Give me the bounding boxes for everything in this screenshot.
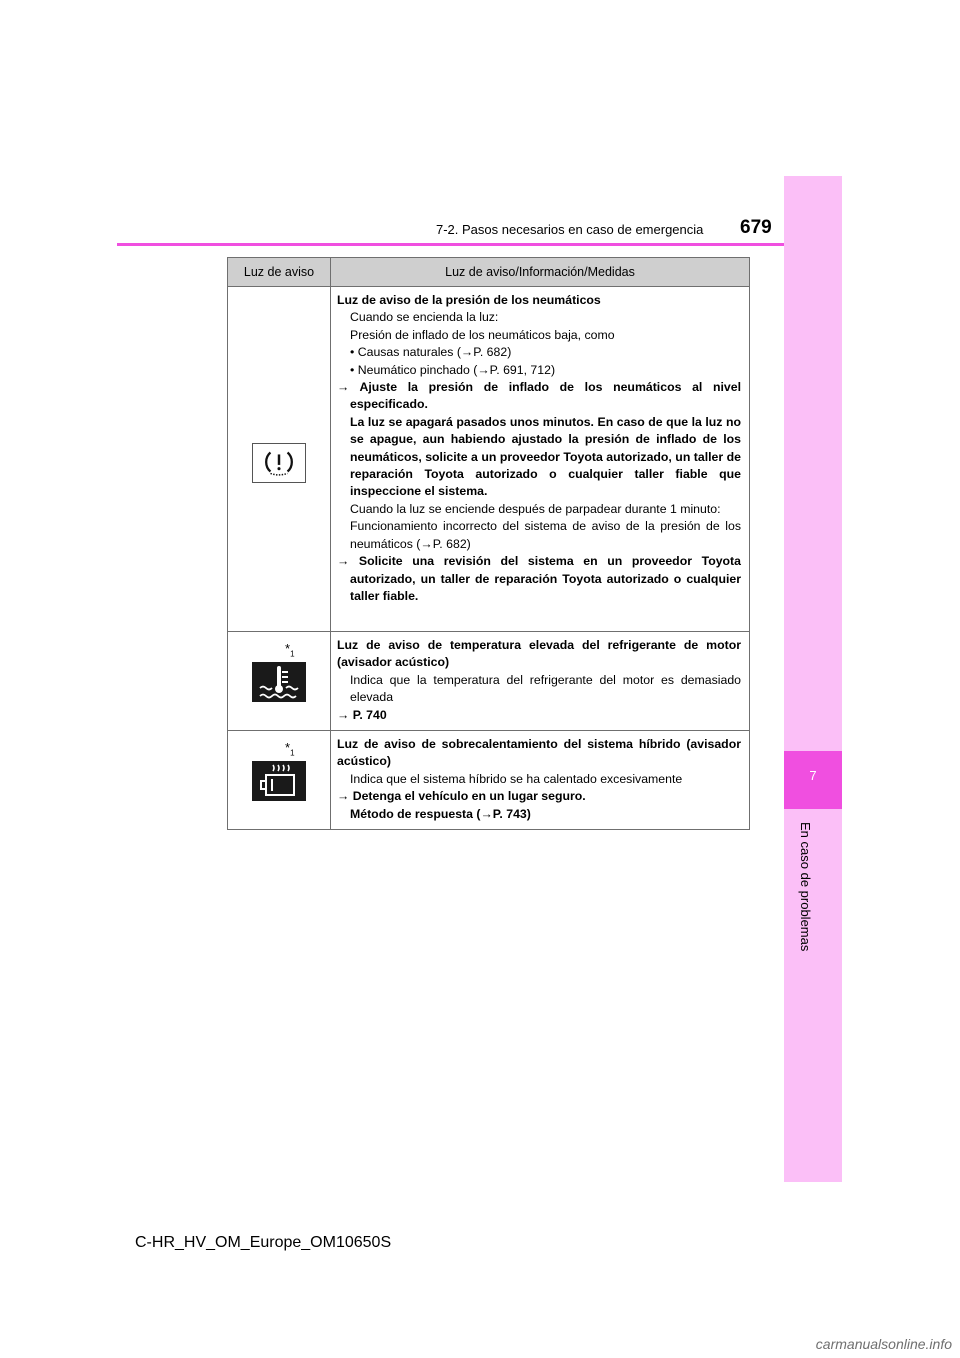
- table-row: [228, 731, 750, 830]
- info-text: Cuando se encienda la luz:: [350, 310, 499, 325]
- icon-cell: [228, 731, 331, 830]
- table-row: [228, 632, 750, 731]
- info-cell: [331, 287, 750, 632]
- column-header-info: Luz de aviso/Información/Medidas: [331, 258, 750, 287]
- footnote-marker: $*_1$: [285, 740, 295, 758]
- bullet-item: • Neumático pinchado (→P. 691, 712): [350, 362, 556, 377]
- action-text: → Ajuste la presión de inflado de los neumáticos al nivel especificado.: [337, 380, 741, 412]
- action-detail: Método de respuesta (→P. 743): [350, 806, 531, 821]
- warning-title: Luz de aviso de temperatura elevada del refrigerante de motor (avisador acústico): [337, 638, 741, 670]
- header-rule: [117, 243, 784, 246]
- action-detail: La luz se apagará pasados unos minutos. En caso de que la luz no se apague, aun habiendo ajustado la presión de inflado de los neumáticos, solicite a un proveedor Toyota autorizado, un taller de reparación Toyota autorizado o cualquier taller fiable que inspeccione el sistema.: [350, 414, 741, 499]
- page-number: 679: [740, 217, 772, 238]
- action-text: → P. 740: [337, 707, 387, 722]
- chapter-number: 7: [809, 768, 817, 783]
- chapter-title: En caso de problemas: [798, 822, 813, 952]
- info-cell: [331, 731, 750, 830]
- icon-cell: [228, 632, 331, 731]
- table-row: [228, 287, 750, 632]
- icon-cell: [228, 287, 331, 632]
- warning-title: Luz de aviso de sobrecalentamiento del sistema híbrido (avisador acústico): [337, 737, 741, 769]
- section-title: 7-2. Pasos necesarios en caso de emergencia: [436, 222, 704, 237]
- tire-pressure-warning-icon: [252, 443, 306, 483]
- info-text: Funcionamiento incorrecto del sistema de aviso de la presión de los neumáticos (→P. 682): [350, 519, 741, 551]
- coolant-temperature-icon: [252, 662, 306, 702]
- bullet-item: • Causas naturales (→P. 682): [350, 345, 512, 360]
- info-text: Indica que el sistema híbrido se ha calentado excesivamente: [350, 771, 683, 786]
- watermark: carmanualsonline.info: [815, 1336, 952, 1352]
- column-header-light: Luz de aviso: [228, 258, 331, 287]
- chapter-side-tab: [784, 176, 842, 1182]
- info-text: Cuando la luz se enciende después de parpadear durante 1 minuto:: [350, 501, 721, 516]
- action-text: → Solicite una revisión del sistema en un proveedor Toyota autorizado, un taller de reparación Toyota autorizado o cualquier taller fiable.: [337, 554, 741, 603]
- hybrid-system-overheat-icon: [252, 761, 306, 801]
- warning-light-table: [227, 257, 750, 830]
- info-cell: [331, 632, 750, 731]
- warning-title: Luz de aviso de la presión de los neumáticos: [337, 293, 601, 307]
- action-text: → Detenga el vehículo en un lugar seguro.: [337, 789, 586, 804]
- info-text: Indica que la temperatura del refrigerante del motor es demasiado elevada: [350, 672, 741, 705]
- info-text: Presión de inflado de los neumáticos baja, como: [350, 327, 615, 342]
- table-header-row: [228, 258, 750, 287]
- footnote-marker: $*_1$: [285, 641, 295, 659]
- document-code: C-HR_HV_OM_Europe_OM10650S: [135, 1234, 392, 1251]
